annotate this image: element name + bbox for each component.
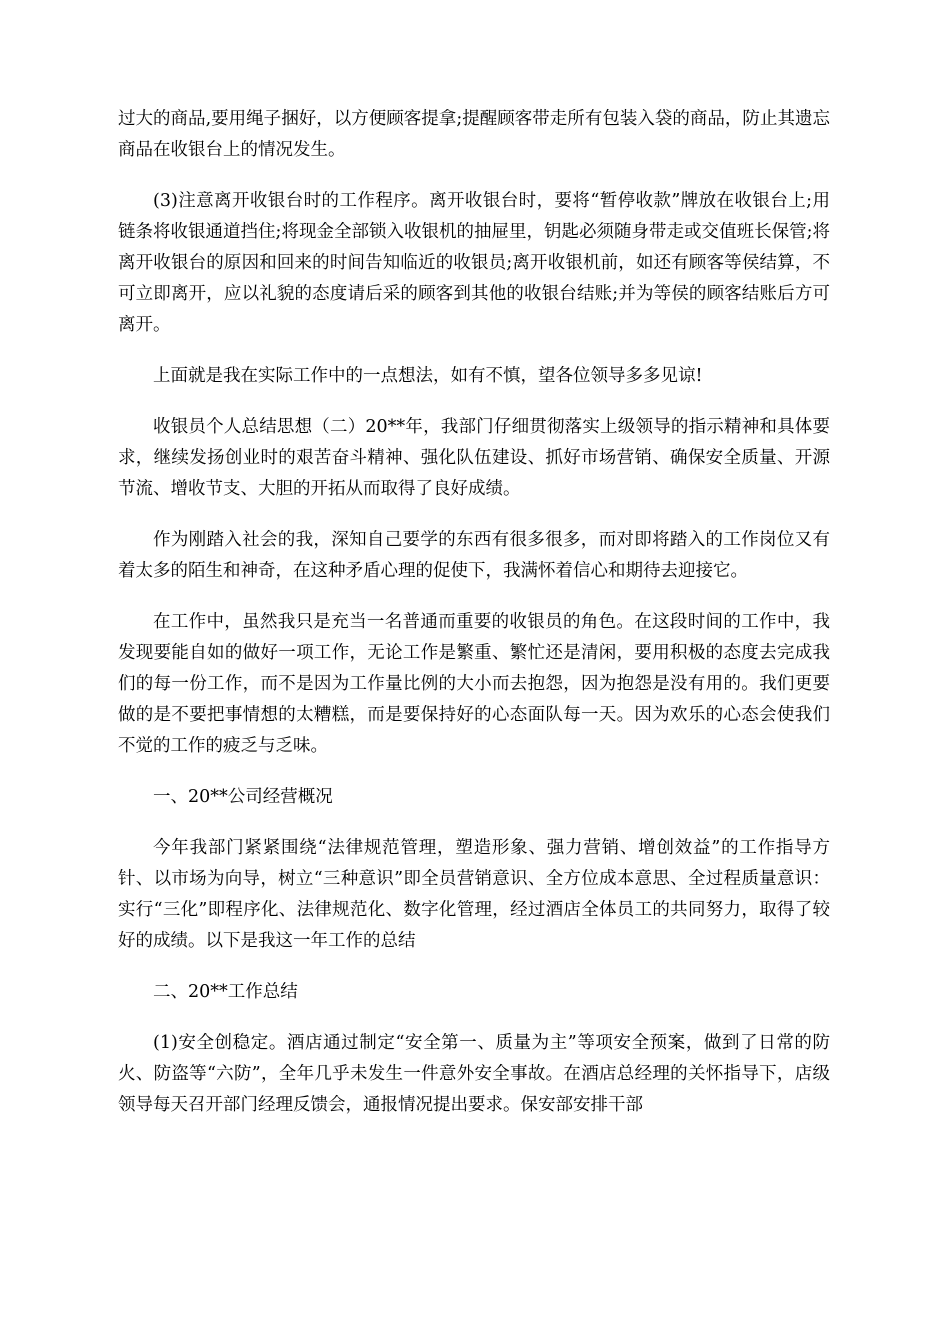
paragraph-work-attitude: 在工作中，虽然我只是充当一名普通而重要的收银员的角色。在这段时间的工作中，我发现要能自如的做好一项工作，无论工作是繁重、繁忙还是清闲，要用积极的态度去完成我们的每一份工作，而不是因为工作量比例的大小而去抱怨，因为抱怨是没有用的。我们更要做的是不要把事情想的太糟糕，而是要保持好的心态面队每一天。因为欢乐的心态会使我们不觉的工作的疲乏与乏味。 xyxy=(118,612,830,756)
paragraph-safety-stability: (1)安全创稳定。酒店通过制定“安全第一、质量为主”等项安全预案，做到了日常的防火、防盗等“六防”，全年几乎未发生一件意外安全事故。在酒店总经理的关怀指导下，店级领导每天召开部门经理反馈会，通报情况提出要求。保安部安排干部 xyxy=(118,1033,830,1115)
paragraph-continued: 过大的商品,要用绳子捆好，以方便顾客提拿;提醒顾客带走所有包装入袋的商品，防止其遗忘商品在收银台上的情况发生。 xyxy=(118,109,830,160)
section-heading-business-overview: 一、20**公司经营概况 xyxy=(153,787,333,807)
paragraph-leaving-cashier-procedure: (3)注意离开收银台时的工作程序。离开收银台时，要将“暂停收款”牌放在收银台上;用链条将收银通道挡住;将现金全部锁入收银机的抽屉里，钥匙必须随身带走或交值班长保管;将离开收银台的原因和回来的时间告知临近的收银员;离开收银机前，如还有顾客等侯结算，不可立即离开，应以礼貌的态度请后采的顾客到其他的收银台结账;并为等侯的顾客结账后方可离开。 xyxy=(118,191,830,335)
paragraph-closing-remark: 上面就是我在实际工作中的一点想法，如有不慎，望各位领导多多见谅! xyxy=(153,366,703,386)
section-heading-work-summary: 二、20**工作总结 xyxy=(153,982,298,1002)
document-body xyxy=(118,104,830,1141)
paragraph-new-to-society: 作为刚踏入社会的我，深知自己要学的东西有很多很多，而对即将踏入的工作岗位又有着太多的陌生和神奇，在这种矛盾心理的促使下，我满怀着信心和期待去迎接它。 xyxy=(118,530,830,581)
paragraph-summary-two-intro: 收银员个人总结思想（二）20**年，我部门仔细贯彻落实上级领导的指示精神和具体要求，继续发扬创业时的艰苦奋斗精神、强化队伍建设、抓好市场营销、确保安全质量、开源节流、增收节支、大胆的开拓从而取得了良好成绩。 xyxy=(118,417,830,499)
paragraph-department-guidelines: 今年我部门紧紧围绕“法律规范管理，塑造形象、强力营销、增创效益”的工作指导方针、以市场为向导，树立“三种意识”即全员营销意识、全方位成本意思、全过程质量意识：实行“三化”即程序化、法律规范化、数字化管理，经过酒店全体员工的共同努力，取得了较好的成绩。以下是我这一年工作的总结 xyxy=(118,838,830,951)
